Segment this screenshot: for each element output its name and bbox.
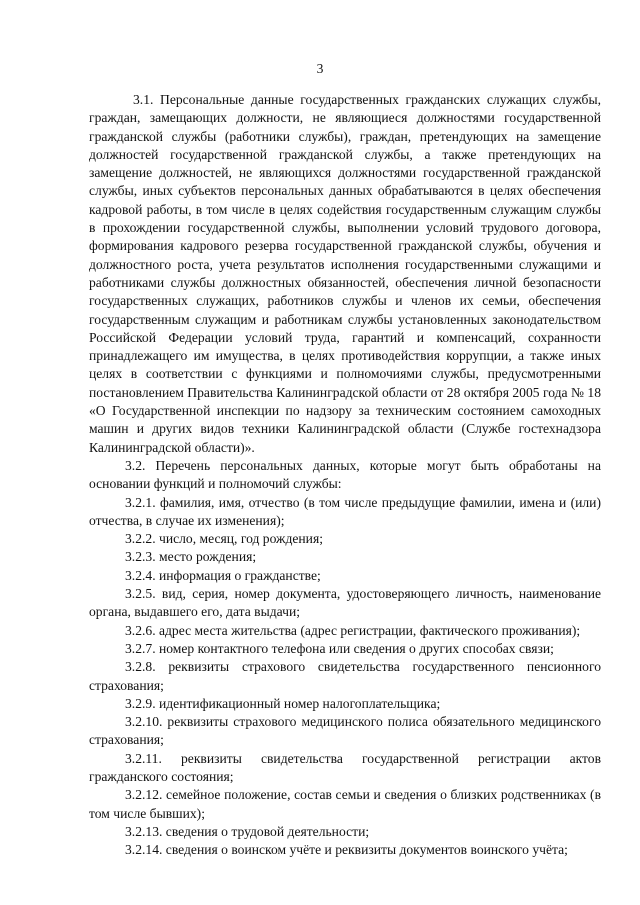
list-item-3-2-4: 3.2.4. информация о гражданстве; — [125, 567, 321, 583]
list-item-3-2-8: 3.2.8. реквизиты страхового свидетельства государственного пенсионного страхования; — [89, 659, 601, 693]
document-body — [89, 91, 601, 859]
list-item-3-2-13: 3.2.13. сведения о трудовой деятельности; — [125, 823, 370, 839]
list-item-3-2-12: 3.2.12. семейное положение, состав семьи и сведения о близких родственниках (в том числе бывших); — [89, 787, 601, 821]
page-number: 3 — [316, 61, 324, 76]
paragraph-3-1: 3.1. Персональные данные государственных гражданских служащих службы, граждан, замещающих должности, не являющиеся должностями государственной гражданской службы (работники службы), граждан, претендующих на замещение должностей государственной гражданской службы, а также претендующих на замещение должностей, не являющихся должностями государственной гражданской службы, иных субъектов персональных данных обрабатываются в целях обеспечения кадровой работы, в том числе в целях содействия государственным служащим службы в прохождении государственной службы, выполнении условий трудового договора, формирования кадрового резерва государственной гражданской службы, обучения и должностного роста, учета результатов исполнения государственными служащими и работниками службы должностных обязанностей, обеспечения личной безопасности государственных служащих, работников службы и членов их семьи, обеспечения государственным служащим и работникам службы установленных законодательством Российской Федерации условий труда, гарантий и компенсаций, сохранности принадлежащего им имущества, в целях противодействия коррупции, а также иных целях в соответствии с функциями и полномочиями службы, предусмотренными постановлением Правительства Калининградской области от 28 октября 2005 года № 18 «О Государственной инспекции по надзору за техническим состоянием самоходных машин и других видов техники Калининградской области (Службе гостехнадзора Калининградской области)». — [89, 92, 601, 455]
paragraph-3-2: 3.2. Перечень персональных данных, которые могут быть обработаны на основании функций и полномочий службы: — [89, 457, 601, 492]
list-item-3-2-5: 3.2.5. вид, серия, номер документа, удостоверяющего личность, наименование органа, выдавшего его, дата выдачи; — [89, 586, 601, 620]
list-item-3-2-6: 3.2.6. адрес места жительства (адрес регистрации, фактического проживания); — [125, 622, 581, 638]
list-item-3-2-9: 3.2.9. идентификационный номер налогоплательщика; — [125, 695, 441, 711]
list-item-3-2-14: 3.2.14. сведения о воинском учёте и реквизиты документов воинского учёта; — [125, 842, 568, 858]
list-item-3-2-2: 3.2.2. число, месяц, год рождения; — [125, 531, 323, 547]
list-item-3-2-3: 3.2.3. место рождения; — [125, 549, 257, 565]
list-item-3-2-10: 3.2.10. реквизиты страхового медицинского полиса обязательного медицинского страхования; — [89, 714, 601, 748]
list-item-3-2-1: 3.2.1. фамилия, имя, отчество (в том числе предыдущие фамилии, имена и (или) отчества, в случае их изменения); — [89, 494, 601, 528]
list-item-3-2-11: 3.2.11. реквизиты свидетельства государственной регистрации актов гражданского состояния; — [89, 750, 601, 784]
list-item-3-2-7: 3.2.7. номер контактного телефона или сведения о других способах связи; — [125, 640, 554, 656]
